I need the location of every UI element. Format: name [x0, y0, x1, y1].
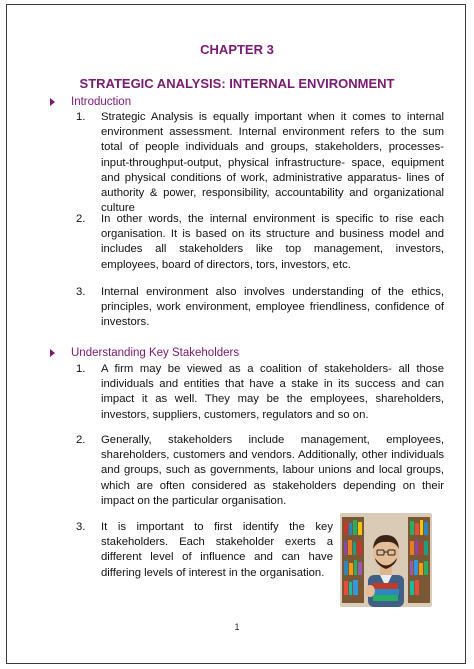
- bullet-arrow-icon: [50, 98, 55, 106]
- list-item-text: A firm may be viewed as a coalition of stakeholders- all those individuals and entities that have a stake in its success and can impact it as well. They may be the employees, shareholders, investors, suppliers, customers, regulators and so on.: [101, 363, 444, 421]
- bullet-arrow-icon: [50, 349, 55, 357]
- list-item-text: Internal environment also involves understanding of the ethics, principles, work environment, employee friendliness, confidence of investors.: [101, 286, 444, 329]
- list-item-text: It is important to first identify the key stakeholders. Each stakeholder exerts a different level of influence and can have differing levels of interest in the organisation.: [101, 521, 333, 579]
- list-item-number: 3.: [76, 521, 86, 533]
- list-item-number: 1.: [76, 111, 86, 123]
- man-with-books-illustration: [340, 513, 432, 607]
- chapter-heading: CHAPTER 3: [200, 42, 274, 57]
- list-item-number: 3.: [76, 286, 86, 298]
- list-item-text: In other words, the internal environment is specific to rise each organisation. It is based on its structure and business model and includes all stakeholders like top management, investors, employees, board of directors, tors, investors, etc.: [101, 213, 444, 271]
- page-title: STRATEGIC ANALYSIS: INTERNAL ENVIRONMENT: [79, 76, 395, 91]
- list-item-number: 1.: [76, 363, 86, 375]
- list-item-number: 2.: [76, 434, 86, 446]
- section-heading-label: Introduction: [71, 96, 132, 108]
- list-item-number: 2.: [76, 213, 86, 225]
- list-item-text: Strategic Analysis is equally important when it comes to internal environment assessment. Internal environment refers to the sum total of people individuals and groups, stakeholders, processes- input-throughput-output, physical infrastructure- space, equipment and physical conditions of work, administrative apparatus- lines of authority & power, responsibility, accountability and organizational culture: [101, 111, 444, 215]
- page-number: 1: [234, 622, 240, 632]
- list-item-text: Generally, stakeholders include management, employees, shareholders, customers and vendors. Additionally, other individuals and groups, such as governments, labour unions and local groups, which are often considered as stakeholders depending on their impact on the particular organisation.: [101, 434, 444, 507]
- section-heading-label: Understanding Key Stakeholders: [71, 347, 240, 359]
